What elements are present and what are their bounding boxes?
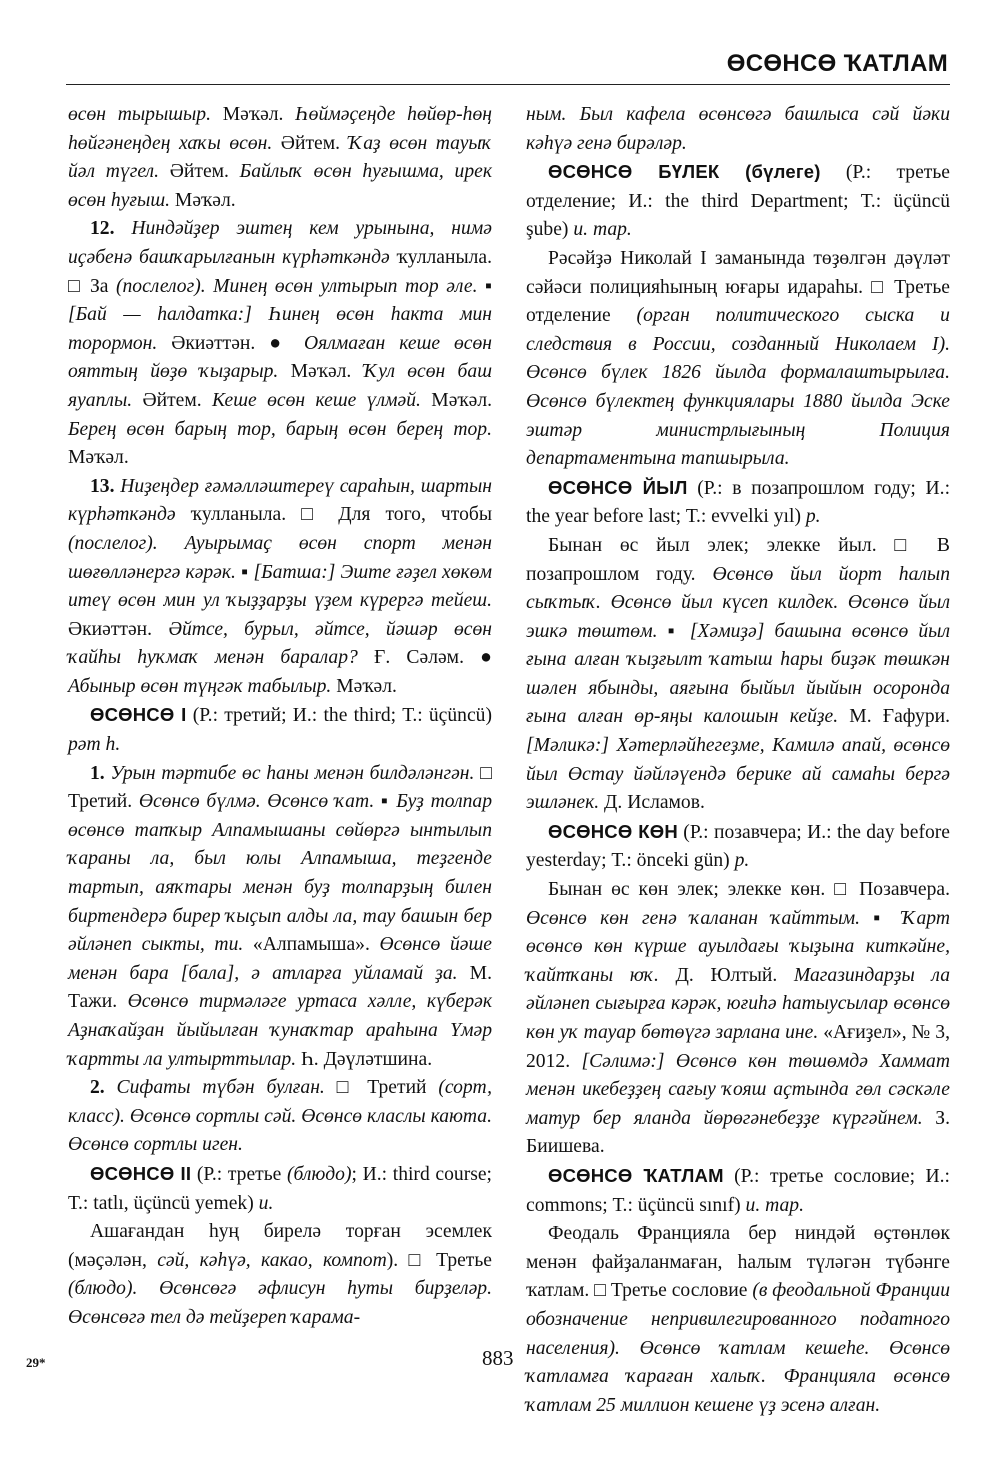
entry-paragraph: Бынан өс йыл элек; элекке йыл. □ В позапрошлом году. Өсөнсө йыл йорт һалып сыҡтыҡ. Өсөнсө йыл күсеп килдек. Өсөнсө йыл эшкә төштөм. ▪ [Хәмиҙә] башына өсөнсө йыл ғына алған ҡыҙғылт ҡатыш һары биҙәк төшкән шәлен ябынды, аяғына быйыл йыйын осоронда ғына алған өр-яңы калошын кейҙе. М. Ғафури. [Мәликә:] Хәтерләйһегеҙме, Камилә апай, өсөнсө йыл Өстау йәйләүендә берике ай самаһы бергә эшләнек. Д. Исламов. <box>526 534 950 814</box>
entry-paragraph: Бынан өс көн элек; элекке көн. □ Позавчера. Өсөнсө көн генә ҡаланан ҡайттым. ▪ Ҡарт өсөнсө көн күрше ауылдағы ҡыҙына киткәйне, ҡайтҡаны юҡ. Д. Юлтый. Магазиндарҙы ла әйләнеп сығырға кәрәк, юғиһә һатыусылар өсөнсө көн уҡ тауар бөтөүгә зарлана ине. «Ағиҙел», № 3, 2012. [Сәлимә:] Өсөнсө көн төшөмдә Хаммат менән икебеҙҙең сағыу ҡояш аҫтында гөл сәскәле матур бер яланда йөрөгәнебеҙҙе күргәйнем. З. Биишева. <box>526 879 951 1158</box>
entry-paragraph: Феодаль Францияла бер ниндәй өҫтөнлөк менән файҙаланмаған, һалым түләгән түбәнге ҡатлам. □ Третье сословие (в феодальной Франции обозначение непривилегированного податного населения). Өсөнсө ҡатлам кешеһе. Өсөнсө ҡатламға ҡараған халыҡ. Францияла өсөнсө ҡатлам 25 миллион кешене үҙ эсенә алған. <box>526 1223 950 1416</box>
header-rule <box>66 84 950 85</box>
running-head: ӨСӨНСӨ ҠАТЛАМ <box>726 50 948 77</box>
right-column <box>526 101 950 1420</box>
headword-entry: ӨСӨНСӨ ҠАТЛАМ (Р.: третье сословие; И.: commons; Т.: üçüncü sınıf) и. тар. <box>526 1164 950 1216</box>
headword-entry: ӨСӨНСӨ I (Р.: третий; И.: the third; Т.: üçüncü) рәт h. <box>68 704 492 756</box>
headword-entry: ӨСӨНСӨ КӨН (Р.: позавчера; И.: the day before yesterday; Т.: önceki gün) р. <box>526 820 950 872</box>
headword-entry: ӨСӨНСӨ ЙЫЛ (Р.: в позапрошлом году; И.: the year before last; Т.: evvelki yıl) р. <box>526 476 951 528</box>
entry-paragraph: 1. Урын тәртибе өс һаны менән билдәләнгән. □ Третий. Өсөнсө бүлмә. Өсөнсө ҡат. ▪ Буҙ толпар өсөнсө тапҡыр Алпамышаны сөйөргә ынтылып ҡараны ла, был юлы Алпамыша, теҙгенде тартып, аяҡтары менән буҙ толпарҙың билен биртендерә бирер ҡыҫып алды ла, тау башын бер әйләнеп сыкты, ти. «Алпамыша». Өсөнсө йәше менән бара [бала], ә атларға уйламай ҙа. М. Тажи. Өсөнсө тирмәләге уртаса хәлле, күберәк Аҙнаҡайҙан йыйылған ҡунаҡтар араһына Үмәр ҡартты ла ултырттылар. Һ. Дәүләтшина. <box>68 762 492 1070</box>
headword-entry: ӨСӨНСӨ II (Р.: третье (блюдо); И.: third course; Т.: tatlı, üçüncü yemek) и. <box>68 1162 492 1214</box>
entry-paragraph: Рәсәйҙә Николай I заманында төҙөлгән дәүләт сәйәси полицияһының юғары идараһы. □ Третье отделение (орган политического сыска и следствия в России, созданный Николаем I). Өсөнсө бүлек 1826 йылда формалаштырылға. Өсөнсө бүлектең функциялары 1880 йылда Эске эштәр министрлығының Полиция департаментына тапшырыла. <box>526 247 950 470</box>
entry-paragraph: 2. Сифаты түбән булған. □ Третий (сорт, класс). Өсөнсө сортлы сәй. Өсөнсө класлы каюта. Өсөнсө сортлы иген. <box>68 1077 492 1156</box>
entry-paragraph: Ашағандан һуң бирелә торған эсемлек (мәҫәлән, сәй, кәһүә, какао, компот). □ Третье (блюдо). Өсөнсөгә әфлисун һуты бирҙеләр. Өсөнсөгә тел дә тейҙереп ҡарама- <box>68 1221 493 1328</box>
entry-paragraph: 13. Ниҙеңдер ғәмәлләштереү сараһын, шартын күрһәткәндә ҡулланыла. □ Для того, чтобы (послелог). Ауырымаҫ өсөн спорт менән шөғөлләнергә кәрәк. ▪ [Батша:] Эште ғәҙел хөкөм итеү өсөн мин ул ҡыҙҙарҙы үҙем күрергә тейеш. Әкиәттән. Әйтсе, бурыл, әйтсе, йәшәр өсөн ҡайһы һуҡмаҡ менән баралар? Ғ. Сәләм. ● Абыныр өсөн түңгәк табылыр. Мәҡәл. <box>68 475 493 697</box>
entry-paragraph: өсөн тырышыр. Мәҡәл. Һөймәҫеңде һөйөр-һөң һөйгәнеңдең хаҡы өсөн. Әйтем. Ҡаҙ өсөн тауыҡ йәл түгел. Әйтем. Байлыҡ өсөн һуғышма, ирек өсөн һуғыш. Мәҡәл. <box>68 104 492 211</box>
page-number: 883 <box>482 1346 514 1370</box>
left-column <box>68 101 492 1333</box>
entry-paragraph: ным. Был кафела өсөнсөгә башлыса сәй йәки кәһүә генә бирәләр. <box>526 104 950 154</box>
headword-entry: ӨСӨНСӨ БҮЛЕК (бүлеге) (Р.: третье отделение; И.: the third Department; Т.: üçüncü şube) и. тар. <box>526 161 950 241</box>
entry-paragraph: 12. Ниндәйҙер эштең кем урынына, нимә иҫәбенә башҡарылғанын күрһәткәндә ҡулланыла. □ За (послелог). Минең өсөн ултырып тор әле. ▪ [Бай — һалдатка:] Һинең өсөн һакта мин торормон. Әкиәттән. ● Оялмаған кеше өсөн ояттың йөҙө ҡыҙарыр. Мәҡәл. Ҡул өсөн баш яуаплы. Әйтем. Кеше өсөн кеше үлмәй. Мәҡәл. Берең өсөн барың тор, барың өсөн берең тор. Мәҡәл. <box>68 218 492 469</box>
signature-mark: 29* <box>26 1355 46 1370</box>
